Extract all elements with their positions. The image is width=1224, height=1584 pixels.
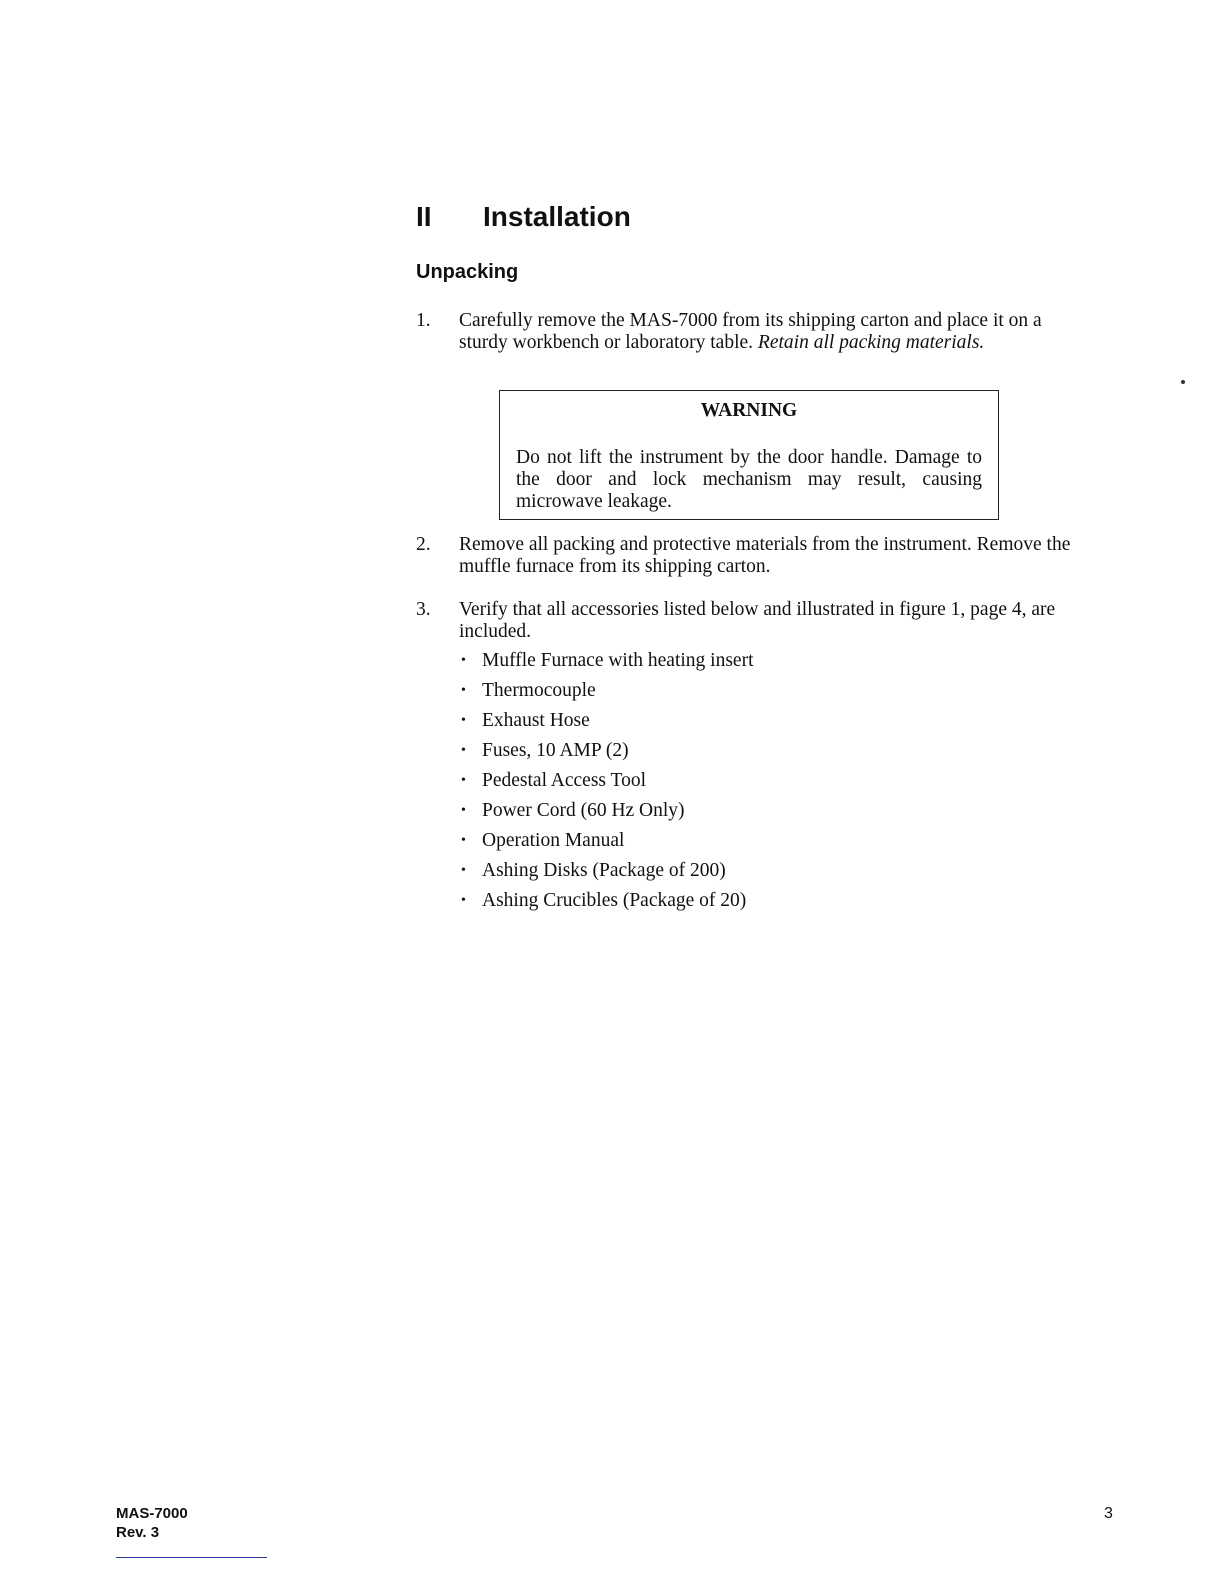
scan-speck — [1181, 380, 1185, 384]
footer-rev: Rev. 3 — [116, 1524, 160, 1541]
list-item: • Exhaust Hose — [459, 710, 754, 740]
warning-body: Do not lift the instrument by the door handle. Damage to the door and lock mechanism may result, causing microwave leakage. — [516, 447, 982, 512]
list-item: • Pedestal Access Tool — [459, 770, 754, 800]
step-2 — [416, 534, 1096, 578]
accessory-list — [459, 650, 754, 920]
list-item: • Ashing Disks (Package of 200) — [459, 860, 754, 890]
footer-model: MAS-7000 — [116, 1505, 188, 1522]
list-item: • Fuses, 10 AMP (2) — [459, 740, 754, 770]
step-text: Verify that all accessories listed below and illustrated in figure 1, page 4, are included. — [459, 599, 1056, 642]
warning-box — [499, 390, 999, 520]
section-title: Installation — [483, 201, 631, 232]
step-emphasis: Retain all packing materials. — [757, 332, 985, 353]
step-number: 2. — [416, 534, 431, 555]
step-text: Carefully remove the MAS-7000 from its shipping carton and place it on a sturdy workbench or laboratory table. — [459, 310, 1042, 353]
page-number: 3 — [1104, 1505, 1113, 1522]
list-item: • Muffle Furnace with heating insert — [459, 650, 754, 680]
footer-rule — [116, 1557, 267, 1558]
section-number: II — [416, 201, 432, 232]
list-item: • Ashing Crucibles (Package of 20) — [459, 890, 754, 920]
step-number: 3. — [416, 599, 431, 620]
list-item: • Operation Manual — [459, 830, 754, 860]
warning-title: WARNING — [700, 400, 798, 421]
list-item: • Power Cord (60 Hz Only) — [459, 800, 754, 830]
footer-left — [116, 1504, 188, 1542]
subsection-title: Unpacking — [416, 261, 519, 283]
step-1 — [416, 310, 1096, 354]
step-3 — [416, 599, 1096, 643]
step-text: Remove all packing and protective materials from the instrument. Remove the muffle furnace from its shipping carton. — [459, 534, 1071, 577]
list-item: • Thermocouple — [459, 680, 754, 710]
step-number: 1. — [416, 310, 431, 331]
